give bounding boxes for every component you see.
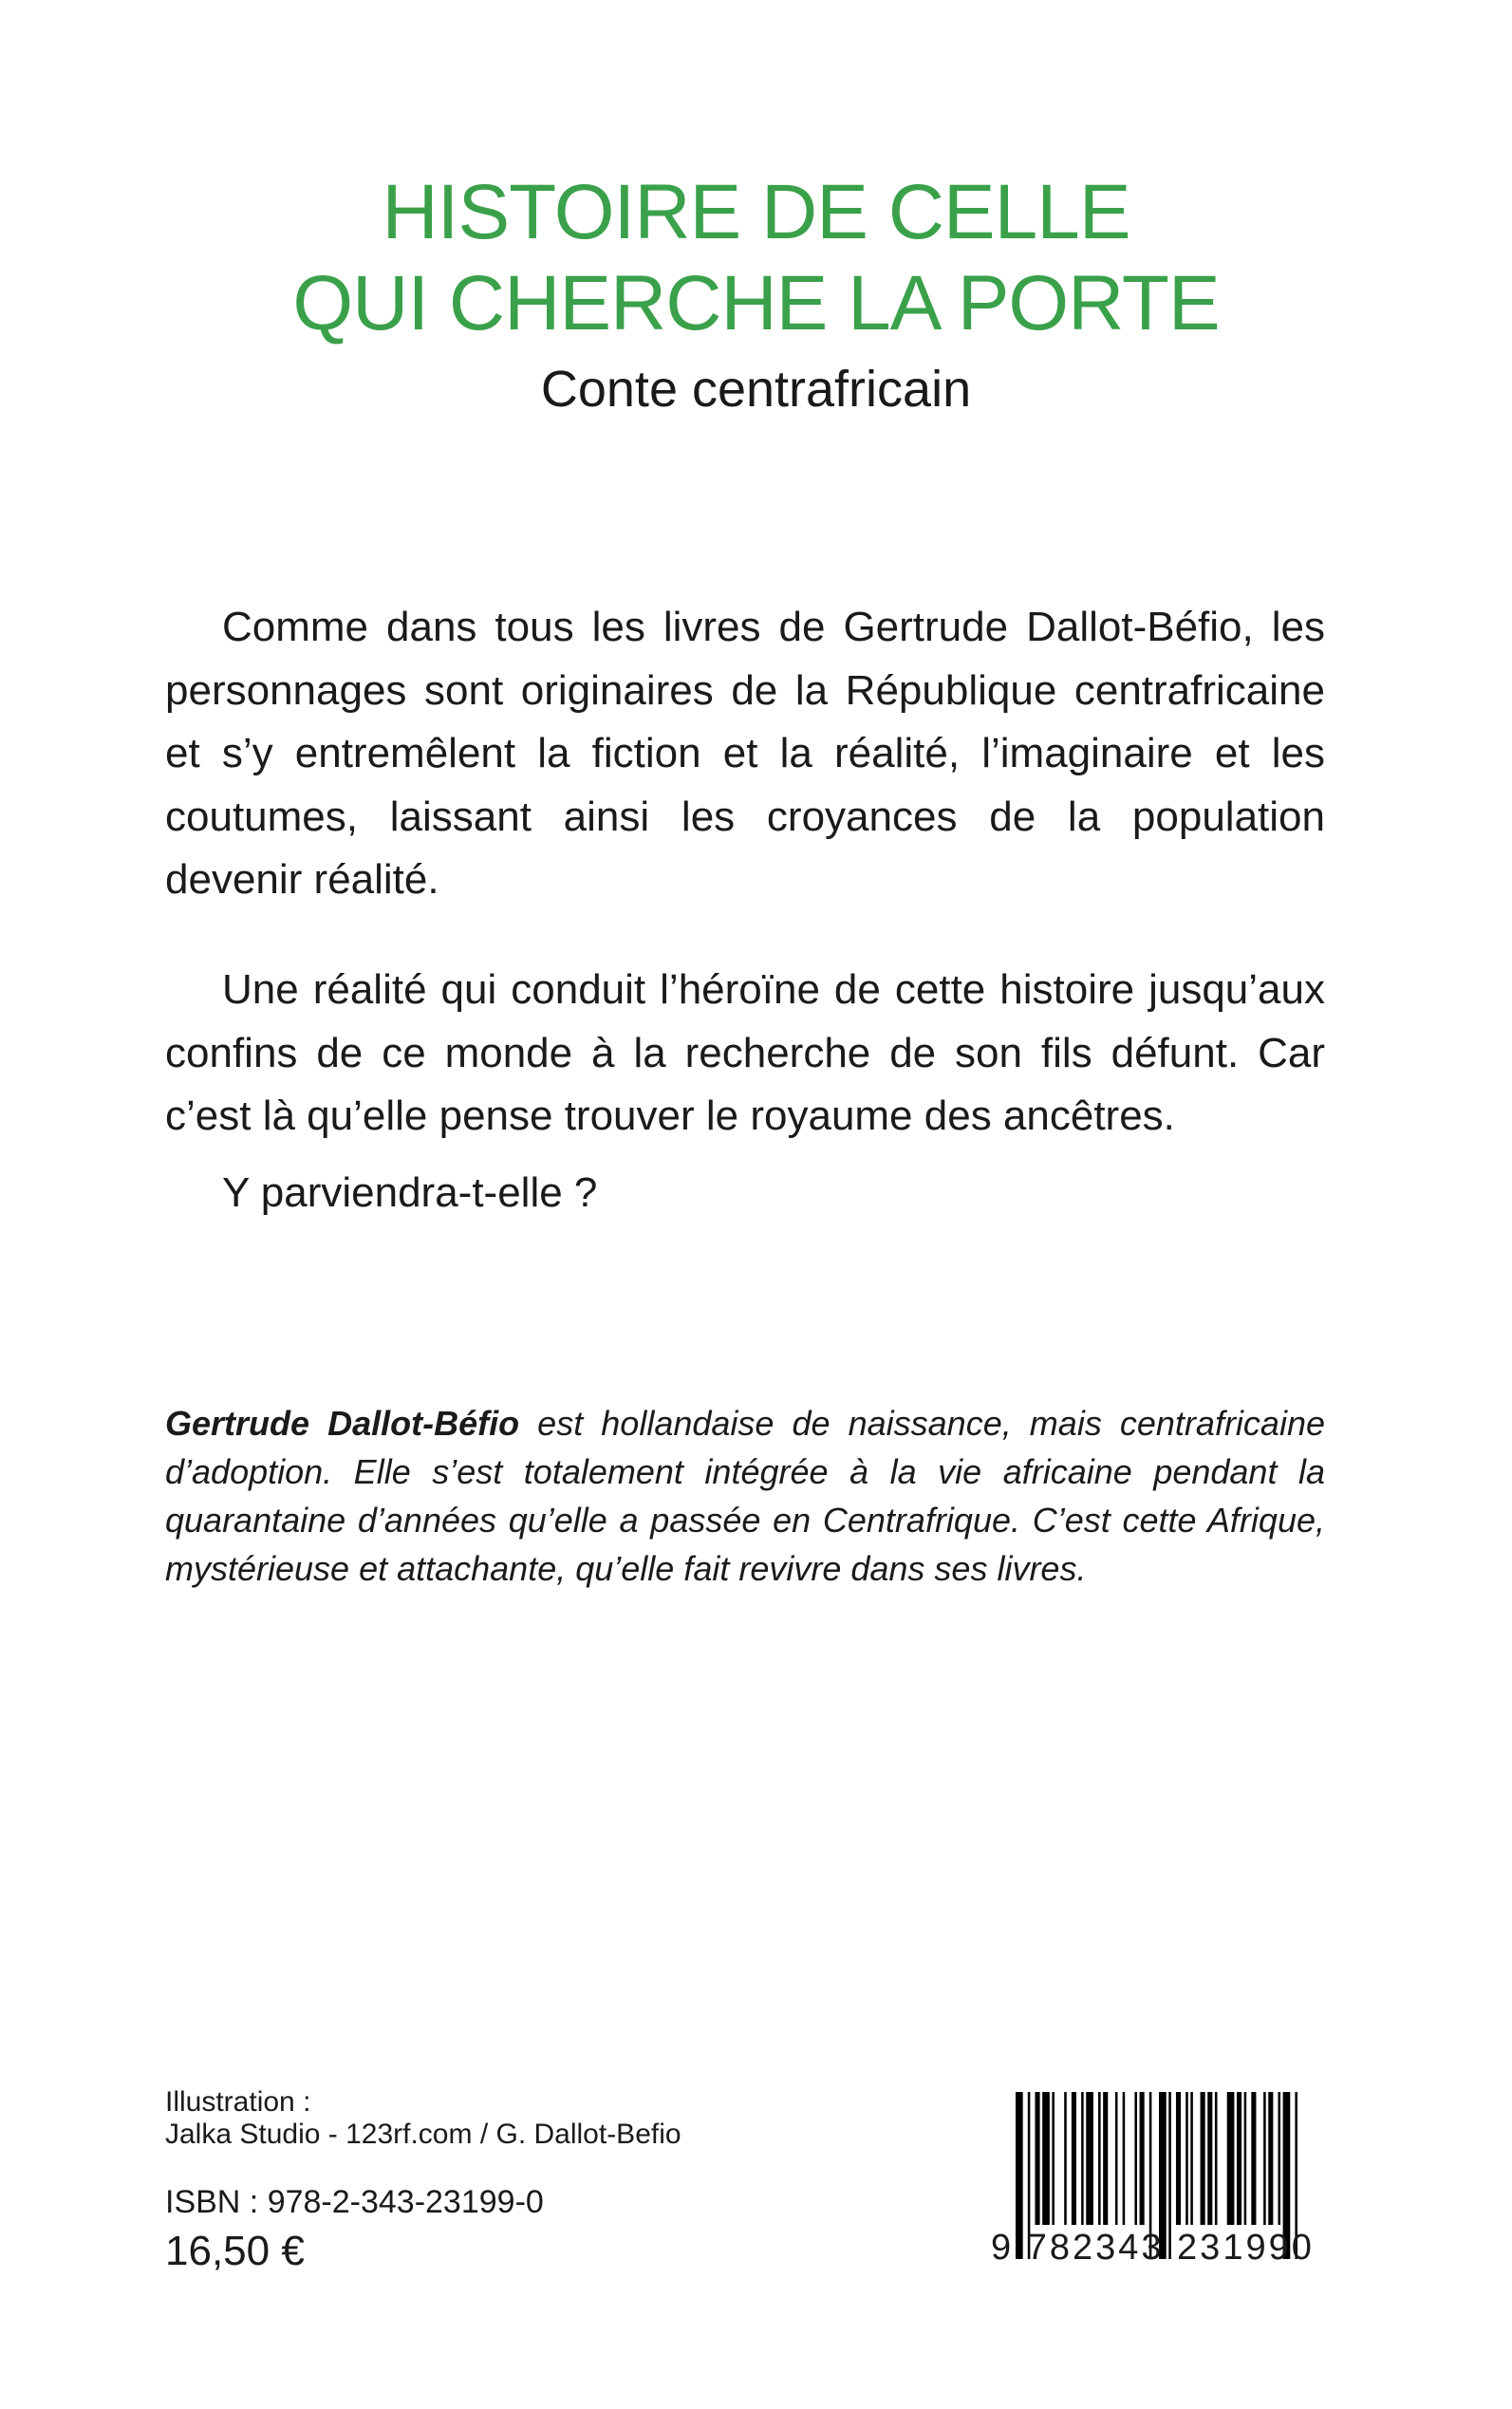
author-bio (165, 1399, 1325, 1593)
price: 16,50 € (165, 2228, 305, 2274)
author-bio-text: est hollandaise de naissance, mais centrafricaine d’adoption. Elle s’est totalement intégrée à la vie africaine pendant la quarantaine d’années qu’elle a passée en Centrafrique. C’est cette Afrique, mystérieuse et attachante, qu’elle fait revivre dans ses livres. (165, 1404, 1325, 1588)
barcode-bar (1115, 2092, 1118, 2225)
blurb-paragraph-1 (165, 596, 1325, 912)
book-title-line-1: HISTOIRE DE CELLE (382, 169, 1130, 255)
illustration-credits (165, 2086, 681, 2151)
blurb-paragraph-1-text: Comme dans tous les livres de Gertrude Dallot-Béfio, les personnages sont originaires de la République centrafricaine et s’y entremêlent la fiction et la réalité, l’imaginaire et les coutumes, laissant ainsi les croyances de la population devenir réalité. (165, 604, 1325, 903)
credits-value: Jalka Studio - 123rf.com / G. Dallot-Befio (165, 2119, 681, 2150)
barcode-bar (1237, 2092, 1241, 2225)
barcode-bar (1123, 2092, 1126, 2225)
barcode-bar (1244, 2092, 1247, 2225)
barcode-bar (1035, 2092, 1039, 2225)
barcode-bar (1086, 2092, 1093, 2225)
book-subtitle: Conte centrafricain (540, 361, 972, 418)
author-name: Gertrude Dallot-Béfio (165, 1404, 520, 1443)
barcode-bar (1098, 2092, 1101, 2225)
barcode-bar (1190, 2092, 1193, 2225)
credits-label: Illustration : (165, 2086, 311, 2118)
barcode-bar (1042, 2092, 1050, 2225)
barcode-bar (1052, 2092, 1055, 2225)
barcode-bar (1268, 2092, 1273, 2225)
barcode-bar (1176, 2092, 1181, 2225)
barcode-bar (1263, 2092, 1266, 2225)
blurb-paragraph-3 (165, 1162, 1325, 1225)
blurb-paragraph-2 (165, 959, 1325, 1148)
barcode-bar (1207, 2092, 1212, 2225)
barcode-bar (1251, 2092, 1256, 2225)
barcode-bar (1278, 2092, 1280, 2225)
barcode-digits: 9 782343 231990 (991, 2228, 1315, 2268)
barcode-bar (1134, 2092, 1137, 2225)
barcode-bar (1072, 2092, 1076, 2225)
barcode-bar (1185, 2092, 1188, 2225)
blurb-paragraph-3-text: Y parviendra-t-elle ? (222, 1169, 598, 1216)
barcode-bar (1064, 2092, 1067, 2225)
blurb-paragraph-2-text: Une réalité qui conduit l’héroïne de cette histoire jusqu’aux confins de ce monde à la recherche de son fils défunt. Car c’est là qu’elle pense trouver le royaume des ancêtres. (165, 966, 1325, 1139)
barcode-bar (1103, 2092, 1108, 2225)
barcode-bar (1201, 2092, 1205, 2225)
barcode-bar (1081, 2092, 1084, 2225)
barcode-bar (1215, 2092, 1218, 2225)
barcode-bar (1227, 2092, 1235, 2225)
isbn: ISBN : 978-2-343-23199-0 (165, 2184, 544, 2220)
book-title-line-2: QUI CHERCHE LA PORTE (292, 260, 1220, 346)
barcode-bar (1140, 2092, 1145, 2225)
